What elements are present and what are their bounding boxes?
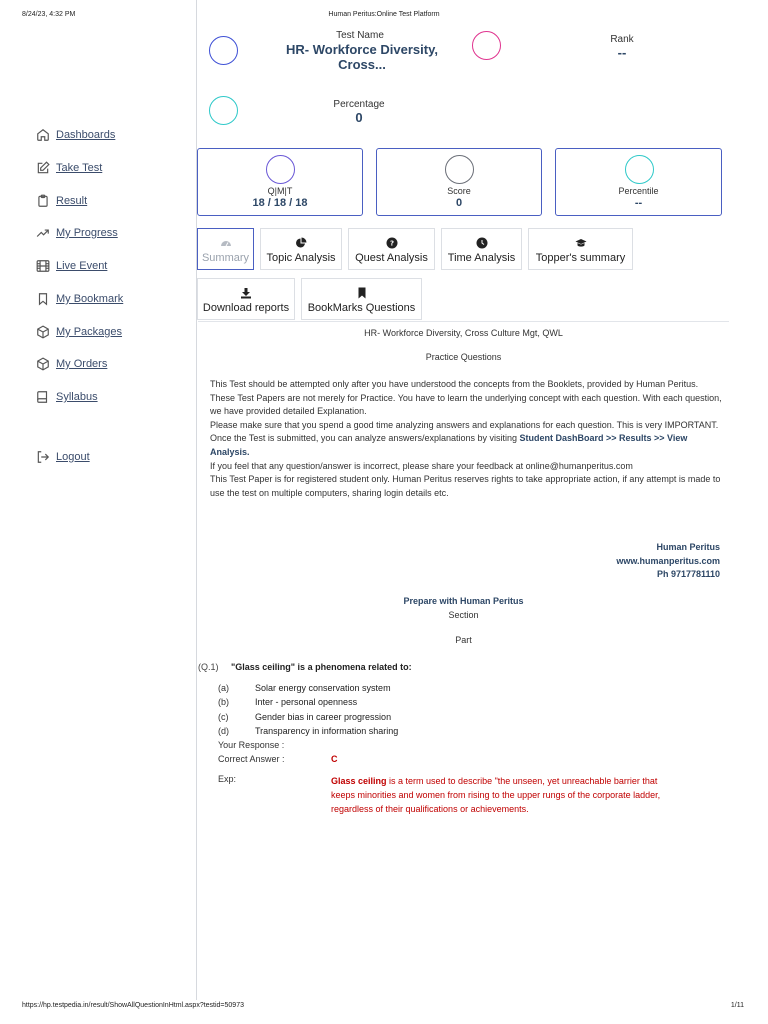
- sidebar-item-dashboards[interactable]: [36, 128, 115, 142]
- signature-phone: Ph 9717781110: [656, 569, 720, 579]
- qmt-card: [197, 148, 363, 216]
- option-key: (d): [218, 726, 229, 736]
- option-key: (c): [218, 712, 229, 722]
- your-response-label: Your Response :: [218, 740, 285, 750]
- qmt-label: Q|M|T: [267, 186, 293, 196]
- option-text: Gender bias in career progression: [255, 712, 392, 722]
- rank-value: --: [617, 45, 627, 60]
- explanation-label: Exp:: [218, 774, 237, 784]
- svg-text:?: ?: [389, 239, 394, 248]
- percentage-value: 0: [355, 110, 363, 125]
- download-icon: [240, 287, 252, 299]
- score-label: Score: [447, 186, 471, 196]
- score-card: [376, 148, 542, 216]
- rank-circle-icon: [472, 31, 501, 60]
- sidebar-item-my-progress[interactable]: [36, 226, 118, 240]
- tab-label: Download reports: [202, 302, 290, 314]
- part-label: Part: [455, 635, 472, 645]
- logout-label: Logout: [56, 451, 90, 463]
- score-circle-icon: [445, 155, 474, 184]
- test-title: HR- Workforce Diversity, Cross Culture Mgt, QWL: [364, 328, 563, 338]
- dashboard-gauge-icon: [220, 237, 232, 249]
- signature-website: www.humanperitus.com: [616, 556, 720, 566]
- explanation-term: Glass ceiling: [331, 776, 387, 786]
- bookmark-icon: [36, 292, 50, 306]
- instruction-paragraph: [210, 432, 722, 459]
- question-text: "Glass ceiling" is a phenomena related to:: [231, 662, 412, 672]
- tab-label: Topic Analysis: [266, 252, 336, 264]
- percentage-circle-icon: [209, 96, 238, 125]
- tab-topic-analysis[interactable]: [260, 228, 342, 270]
- logout-button[interactable]: [36, 450, 90, 464]
- film-icon: [36, 259, 50, 273]
- tab-time-analysis[interactable]: [441, 228, 522, 270]
- qmt-circle-icon: [266, 155, 295, 184]
- section-label: Section: [448, 610, 479, 620]
- instructions-block: [210, 378, 722, 500]
- package-icon: [36, 325, 50, 339]
- book-icon: [36, 390, 50, 404]
- sidebar-item-my-packages[interactable]: [36, 325, 122, 339]
- sidebar-item-label: My Bookmark: [56, 293, 124, 305]
- explanation-line-text: is a term used to describe "the unseen, yet unreachable barrier that: [386, 776, 658, 786]
- sidebar-item-label: My Progress: [56, 227, 118, 239]
- clock-icon: [476, 237, 488, 249]
- percentile-card: [555, 148, 722, 216]
- explanation-text: [331, 774, 726, 816]
- test-name-label: Test Name: [336, 30, 384, 41]
- option-text: Transparency in information sharing: [255, 726, 399, 736]
- pie-chart-icon: [295, 237, 307, 249]
- practice-questions-heading: Practice Questions: [425, 352, 502, 362]
- tab-quest-analysis[interactable]: [348, 228, 435, 270]
- instruction-paragraph: This Test should be attempted only after you have understood the concepts from the Booklets, provided by Human Peritus.: [210, 379, 699, 389]
- sidebar-item-my-orders[interactable]: [36, 357, 107, 371]
- explanation-line: keeps minorities and women from rising to the upper rungs of the corporate ladder,: [331, 790, 661, 800]
- sidebar-item-take-test[interactable]: [36, 161, 102, 175]
- download-reports-button[interactable]: [197, 278, 295, 320]
- signature-name: Human Peritus: [656, 542, 720, 552]
- score-value: 0: [455, 197, 463, 209]
- test-name-value: [262, 42, 462, 72]
- question-circle-icon: [386, 237, 398, 249]
- sidebar-item-syllabus[interactable]: [36, 390, 98, 404]
- bookmark-icon: [356, 287, 368, 299]
- explanation-line: [331, 774, 726, 788]
- test-name-line: HR- Workforce Diversity,: [286, 42, 438, 57]
- package-icon: [36, 357, 50, 371]
- percentile-value: --: [634, 197, 643, 209]
- sidebar-item-my-bookmark[interactable]: [36, 292, 123, 306]
- tab-label: Quest Analysis: [355, 252, 428, 264]
- sidebar-item-label: Live Event: [56, 260, 108, 272]
- sidebar-item-label: Take Test: [56, 162, 103, 174]
- rank-label: Rank: [610, 34, 634, 45]
- explanation-line: regardless of their qualifications or achievements.: [331, 804, 529, 814]
- tab-summary[interactable]: [197, 228, 254, 270]
- sidebar-item-label: Dashboards: [56, 129, 116, 141]
- option-key: (a): [218, 683, 229, 693]
- tab-label: BookMarks Questions: [307, 302, 416, 314]
- percentile-label: Percentile: [618, 186, 659, 196]
- logout-icon: [36, 450, 50, 464]
- tab-label: Topper's summary: [535, 252, 626, 264]
- edit-icon: [36, 161, 50, 175]
- print-url: https://hp.testpedia.in/result/ShowAllQuestionInHtml.aspx?testid=50973: [22, 1002, 244, 1009]
- sidebar: [0, 0, 197, 1000]
- bookmarks-questions-button[interactable]: [301, 278, 422, 320]
- sidebar-item-label: Syllabus: [56, 391, 98, 403]
- trending-up-icon: [36, 226, 50, 240]
- tab-toppers-summary[interactable]: [528, 228, 633, 270]
- instruction-bold-path: Student DashBoard >> Results >> View Analysis.: [210, 433, 688, 457]
- test-name-circle-icon: [209, 36, 238, 65]
- sidebar-item-label: My Packages: [56, 326, 123, 338]
- home-icon: [36, 128, 50, 142]
- instruction-paragraph: Please make sure that you spend a good time analyzing answers and explanations for each question. This is very IMPORTANT.: [210, 419, 719, 430]
- instruction-paragraph: If you feel that any question/answer is incorrect, please share your feedback at online@humanperitus.com: [210, 460, 633, 471]
- print-doc-title: Human Peritus:Online Test Platform: [328, 11, 440, 18]
- sidebar-item-label: My Orders: [56, 358, 108, 370]
- percentile-circle-icon: [625, 155, 654, 184]
- option-text: Solar energy conservation system: [255, 683, 391, 693]
- sidebar-item-live-event[interactable]: [36, 259, 107, 273]
- option-key: (b): [218, 697, 229, 707]
- sidebar-item-result[interactable]: [36, 194, 87, 208]
- prepare-heading: Prepare with Human Peritus: [403, 596, 524, 606]
- instruction-paragraph: This Test Paper is for registered student only. Human Peritus reserves rights to take appropriate action, if any attempt is made to use the test on multiple computers, sharing login details etc.: [210, 474, 721, 498]
- qmt-value: 18 / 18 / 18: [252, 197, 308, 209]
- print-datetime: 8/24/23, 4:32 PM: [22, 11, 76, 18]
- instruction-text: Once the Test is submitted, you can analyze answers/explanations by visiting: [210, 433, 520, 444]
- correct-answer-label: Correct Answer :: [218, 754, 285, 764]
- clipboard-icon: [36, 194, 50, 208]
- instruction-paragraph: These Test Papers are not merely for Practice. You have to learn the underlying concept with each question. With each question, we have provided detailed Explanation.: [210, 392, 722, 417]
- correct-answer-value: C: [331, 754, 338, 764]
- sidebar-item-label: Result: [56, 195, 88, 207]
- option-text: Inter - personal openness: [255, 697, 358, 707]
- question-number: (Q.1): [198, 662, 219, 672]
- divider: [198, 321, 729, 322]
- graduation-cap-icon: [573, 237, 589, 249]
- percentage-label: Percentage: [333, 99, 385, 110]
- tab-label: Time Analysis: [447, 252, 516, 264]
- tab-label: Summary: [201, 252, 250, 264]
- print-page-number: 1/11: [730, 1002, 744, 1009]
- test-name-line: Cross...: [338, 57, 386, 72]
